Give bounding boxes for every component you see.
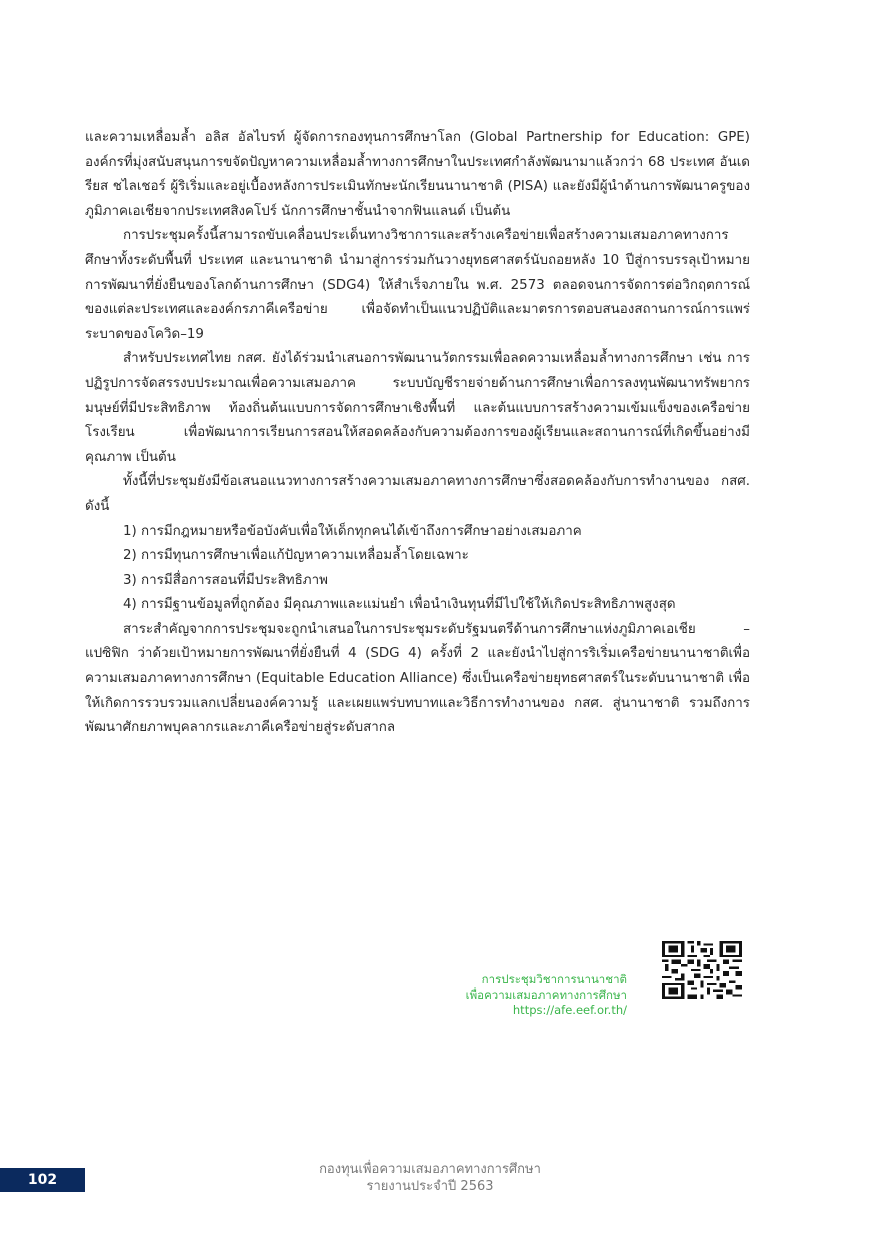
footer-subtitle: รายงานประจำปี 2563	[366, 1179, 494, 1194]
page-number: 102	[0, 1168, 85, 1192]
paragraph: สาระสำคัญจากการประชุมจะถูกนำเสนอในการประชุมระดับรัฐมนตรีด้านการศึกษาแห่งภูมิภาคเอเชีย – แปซิฟิก ว่าด้วยเป้าหมายการพัฒนาที่ยั่งยืนที่ 4 (SDG 4) ครั้งที่ 2 และยังนำไปสู่การริเริ่มเครือข่ายนานาชาติเพื่อความเสมอภาคทางการศึกษา (Equitable Education Alliance) ซึ่งเป็นเครือข่ายยุทธศาสตร์ในระดับนานาชาติ เพื่อให้เกิดการรวบรวมแลกเปลี่ยนองค์ความรู้ และเผยแพร่บทบาทและวิธีการทำงานของ กสศ. สู่นานาชาติ รวมถึงการพัฒนาศักยภาพบุคลากรและภาคีเครือข่ายสู่ระดับสากล	[85, 621, 750, 736]
paragraph: สำหรับประเทศไทย กสศ. ยังได้ร่วมนำเสนอการพัฒนานวัตกรรมเพื่อลดความเหลื่อมล้ำทางการศึกษา เช่น การปฏิรูปการจัดสรรงบประมาณเพื่อความเสมอภาค ระบบบัญชีรายจ่ายด้านการศึกษาเพื่อการลงทุนพัฒนาทรัพยากรมนุษย์ที่มีประสิทธิภาพ ท้องถิ่นต้นแบบการจัดการศึกษาเชิงพื้นที่ และต้นแบบการสร้างความเข้มแข็งของเครือข่ายโรงเรียน เพื่อพัฒนาการเรียนการสอนให้สอดคล้องกับความต้องการของผู้เรียนและสถานการณ์ที่เกิดขึ้นอย่างมีคุณภาพ เป็นต้น	[85, 351, 750, 465]
list-item: 2) การมีทุนการศึกษาเพื่อแก้ปัญหาความเหลื่อมล้ำโดยเฉพาะ	[123, 548, 469, 564]
paragraph: ทั้งนี้ที่ประชุมยังมีข้อเสนอแนวทางการสร้างความเสมอภาคทางการศึกษาซึ่งสอดคล้องกับการทำงานของ กสศ. ดังนี้	[85, 474, 750, 514]
qr-caption-line: เพื่อความเสมอภาคทางการศึกษา	[465, 987, 627, 1002]
qr-caption	[466, 972, 627, 1019]
list-item: 4) การมีฐานข้อมูลที่ถูกต้อง มีคุณภาพและแม่นยำ เพื่อนำเงินทุนที่มีไปใช้ให้เกิดประสิทธิภาพสูงสุด	[123, 597, 676, 613]
footer	[250, 1161, 610, 1195]
list-item: 1) การมีกฎหมายหรือข้อบังคับเพื่อให้เด็กทุกคนได้เข้าถึงการศึกษาอย่างเสมอภาค	[123, 523, 582, 539]
qr-url[interactable]: https://afe.eef.or.th/	[512, 1003, 627, 1017]
qr-link-block	[400, 941, 745, 1017]
paragraph: การประชุมครั้งนี้สามารถขับเคลื่อนประเด็นทางวิชาการและสร้างเครือข่ายเพื่อสร้างความเสมอภาคทางการศึกษาทั้งระดับพื้นที่ ประเทศ และนานาชาติ นำมาสู่การร่วมกันวางยุทธศาสตร์นับถอยหลัง 10 ปีสู่การบรรลุเป้าหมายการพัฒนาที่ยั่งยืนของโลกด้านการศึกษา (SDG4) ให้สำเร็จภายใน พ.ศ. 2573 ตลอดจนการจัดการต่อวิกฤตการณ์ของแต่ละประเทศและองค์กรภาคีเครือข่าย เพื่อจัดทำเป็นแนวปฏิบัติและมาตรการตอบสนองสถานการณ์การแพร่ระบาดของโควิด–19	[85, 228, 750, 342]
main-text	[85, 126, 750, 741]
qr-caption-line: การประชุมวิชาการนานาชาติ	[481, 972, 627, 986]
list-item: 3) การมีสื่อการสอนที่มีประสิทธิภาพ	[123, 572, 328, 588]
footer-title: กองทุนเพื่อความเสมอภาคทางการศึกษา	[319, 1162, 541, 1177]
paragraph: และความเหลื่อมล้ำ อลิส อัลไบรท์ ผู้จัดการกองทุนการศึกษาโลก (Global Partnership for Education: GPE) องค์กรที่มุ่งสนับสนุนการขจัดปัญหาความเหลื่อมล้ำทางการศึกษาในประเทศกำลังพัฒนามาแล้วกว่า 68 ประเทศ อันเดรียส ชไลเชอร์ ผู้ริเริ่มและอยู่เบื้องหลังการประเมินทักษะนักเรียนนานาชาติ (PISA) และยังมีผู้นำด้านการพัฒนาครูของภูมิภาคเอเชียจากประเทศสิงคโปร์ นักการศึกษาชั้นนำจากฟินแลนด์ เป็นต้น	[85, 130, 750, 219]
qr-code-icon[interactable]	[662, 941, 742, 999]
